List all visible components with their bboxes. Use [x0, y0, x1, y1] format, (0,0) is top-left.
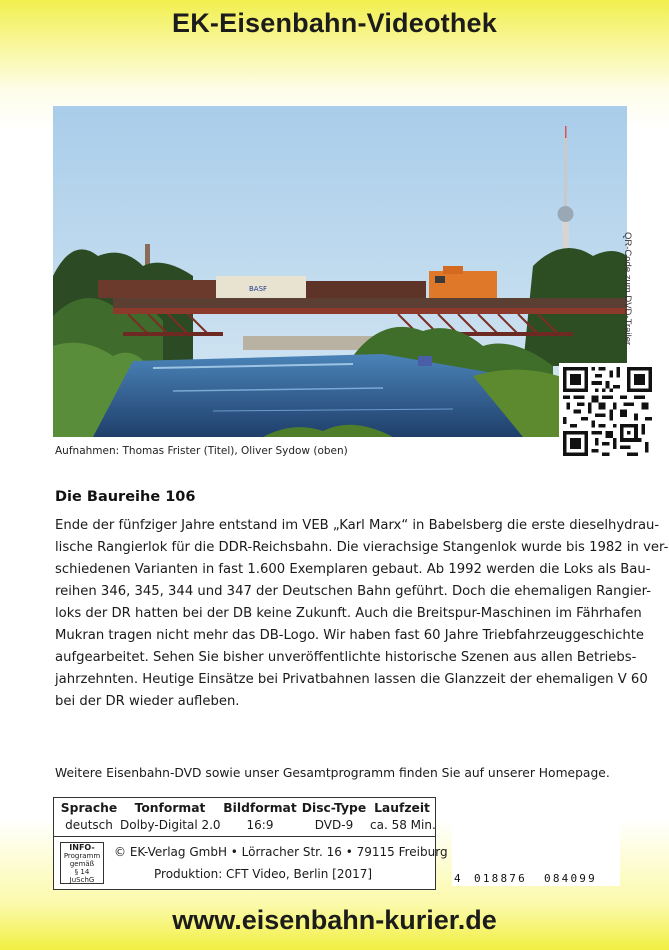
description-line: jahrzehnten. Heutige Einsätze bei Privatbahnen lassen die Glanzzeit der ehemaligen V 60 — [55, 672, 648, 687]
info-table-value-row — [54, 818, 435, 834]
info-table-divider — [54, 836, 435, 837]
header-audio-format: Tonformat — [134, 801, 206, 815]
value-audio-format: Dolby-Digital 2.0 — [120, 818, 221, 832]
cover-photo — [53, 106, 627, 437]
qr-note: QR-Code zum DVD-Trailer — [622, 232, 633, 346]
section-title: Die Baureihe 106 — [55, 489, 196, 505]
description-line: schiedenen Varianten in fast 1.600 Exemplaren gebaut. Ab 1992 werden die Loks als Bau- — [55, 562, 651, 577]
header-image-format: Bildformat — [223, 801, 297, 815]
description-line: aufgearbeitet. Sehen Sie bisher unveröffentlichte historische Szenen aus allen Betriebs- — [55, 650, 637, 665]
wagon-label: BASF — [249, 285, 268, 293]
qr-code[interactable] — [559, 363, 656, 460]
description-line: lische Rangierlok für die DDR-Reichsbahn. Die vierachsige Stangenlok wurde bis 1982 in ver- — [55, 540, 669, 555]
production-line: Produktion: CFT Video, Berlin [2017] — [154, 867, 373, 881]
description-line: loks der DR hatten bei der DB keine Zukunft. Auch die Breitspur-Maschinen im Fährhafen — [55, 606, 642, 621]
description-line: Ende der fünfziger Jahre entstand im VEB „Karl Marx“ in Babelsberg die erste dieselhydrau- — [55, 518, 660, 533]
barcode-bars — [452, 808, 620, 886]
description-line: bei der DR wieder aufleben. — [55, 694, 240, 709]
value-language: deutsch — [65, 818, 113, 832]
info-table — [53, 797, 448, 890]
header-runtime: Laufzeit — [374, 801, 430, 815]
description-line: Mukran tragen nicht mehr das DB-Logo. Wir haben fast 60 Jahre Triebfahrzeuggeschichte — [55, 628, 644, 643]
description-line: reihen 346, 345, 344 und 347 der Deutschen Bahn geführt. Doch die ehemaligen Rangier- — [55, 584, 651, 599]
barcode — [452, 808, 620, 886]
photo-credit: Aufnahmen: Thomas Frister (Titel), Oliver Sydow (oben) — [55, 445, 348, 457]
value-image-format: 16:9 — [246, 818, 274, 832]
homepage-note: Weitere Eisenbahn-DVD sowie unser Gesamtprogramm finden Sie auf unserer Homepage. — [55, 766, 610, 780]
header-title: EK-Eisenbahn-Videothek — [172, 8, 497, 38]
info-program-line: gemäß — [69, 860, 95, 868]
header-language: Sprache — [60, 801, 118, 815]
barcode-lead-digit: 4 — [454, 872, 461, 885]
header-disc-type: Disc-Type — [301, 801, 367, 815]
info-program-title: INFO- — [69, 843, 95, 852]
info-program-line: JuSchG — [69, 876, 95, 884]
value-runtime: ca. 58 Min. — [370, 818, 436, 832]
info-program-badge — [60, 842, 104, 884]
description-text — [55, 515, 669, 713]
info-program-line: § 14 — [74, 868, 90, 876]
publisher-line: © EK-Verlag GmbH • Lörracher Str. 16 • 79115 Freiburg — [114, 845, 448, 859]
barcode-left-digits: 018876 — [474, 872, 527, 885]
info-program-line: Programm — [63, 852, 101, 860]
footer-url[interactable]: www.eisenbahn-kurier.de — [172, 905, 497, 935]
value-disc-type: DVD-9 — [314, 818, 354, 832]
barcode-right-digits: 084099 — [544, 872, 597, 885]
info-table-header-row — [54, 801, 435, 817]
